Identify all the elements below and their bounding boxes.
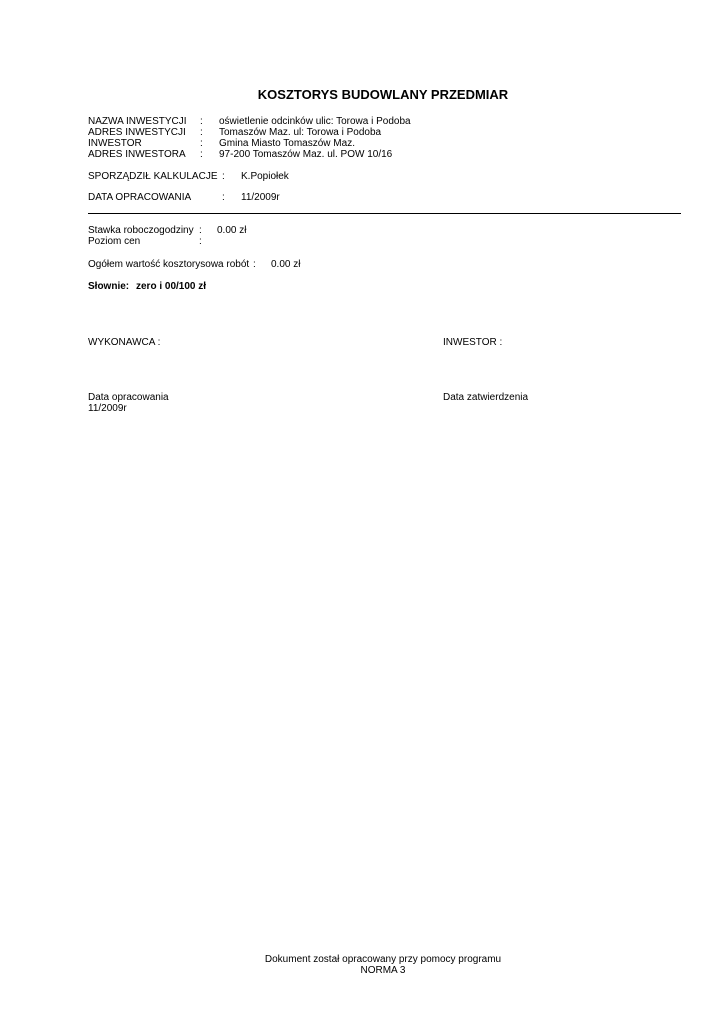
document-title: KOSZTORYS BUDOWLANY PRZEDMIAR bbox=[257, 87, 509, 102]
investor-address-value: 97-200 Tomaszów Maz. ul. POW 10/16 bbox=[219, 149, 393, 160]
divider-line bbox=[88, 213, 681, 214]
investor-address-colon: : bbox=[200, 149, 203, 160]
investor-label: INWESTOR bbox=[88, 138, 142, 149]
prepared-by-colon: : bbox=[222, 171, 225, 182]
in-words-label: Słownie: bbox=[88, 281, 130, 292]
footer-line-1: Dokument został opracowany przy pomocy programu bbox=[264, 954, 502, 965]
investor-address-label: ADRES INWESTORA bbox=[88, 149, 186, 160]
investment-address-colon: : bbox=[200, 127, 203, 138]
investor-colon: : bbox=[200, 138, 203, 149]
labor-rate-label: Stawka roboczogodziny bbox=[88, 225, 194, 236]
labor-rate-colon: : bbox=[199, 225, 202, 236]
contractor-label: WYKONAWCA : bbox=[88, 337, 161, 348]
investment-name-value: oświetlenie odcinków ulic: Torowa i Podoba bbox=[219, 116, 411, 127]
labor-rate-value: 0.00 zł bbox=[217, 225, 247, 236]
price-level-label: Poziom cen bbox=[88, 236, 141, 247]
signature-prepared-date-label: Data opracowania bbox=[88, 392, 169, 403]
prepared-date-label: DATA OPRACOWANIA bbox=[88, 192, 192, 203]
prepared-date-colon: : bbox=[222, 192, 225, 203]
signature-prepared-date-value: 11/2009r bbox=[88, 403, 127, 414]
prepared-by-label: SPORZĄDZIŁ KALKULACJE bbox=[88, 171, 218, 182]
prepared-date-value: 11/2009r bbox=[241, 192, 280, 203]
total-value-amount: 0.00 zł bbox=[271, 259, 301, 270]
prepared-by-value: K.Popiołek bbox=[241, 171, 289, 182]
approval-date-label: Data zatwierdzenia bbox=[443, 392, 529, 403]
total-value-colon: : bbox=[253, 259, 256, 270]
price-level-colon: : bbox=[199, 236, 202, 247]
total-value-label: Ogółem wartość kosztorysowa robót bbox=[88, 259, 250, 270]
investment-address-value: Tomaszów Maz. ul: Torowa i Podoba bbox=[219, 127, 382, 138]
in-words-value: zero i 00/100 zł bbox=[136, 281, 207, 292]
footer-line-2: NORMA 3 bbox=[360, 965, 406, 976]
investor-value: Gmina Miasto Tomaszów Maz. bbox=[219, 138, 355, 149]
investment-name-label: NAZWA INWESTYCJI bbox=[88, 116, 187, 127]
footer bbox=[0, 954, 724, 976]
investment-address-label: ADRES INWESTYCJI bbox=[88, 127, 186, 138]
investment-name-colon: : bbox=[200, 116, 203, 127]
investor-signature-label: INWESTOR : bbox=[443, 337, 503, 348]
